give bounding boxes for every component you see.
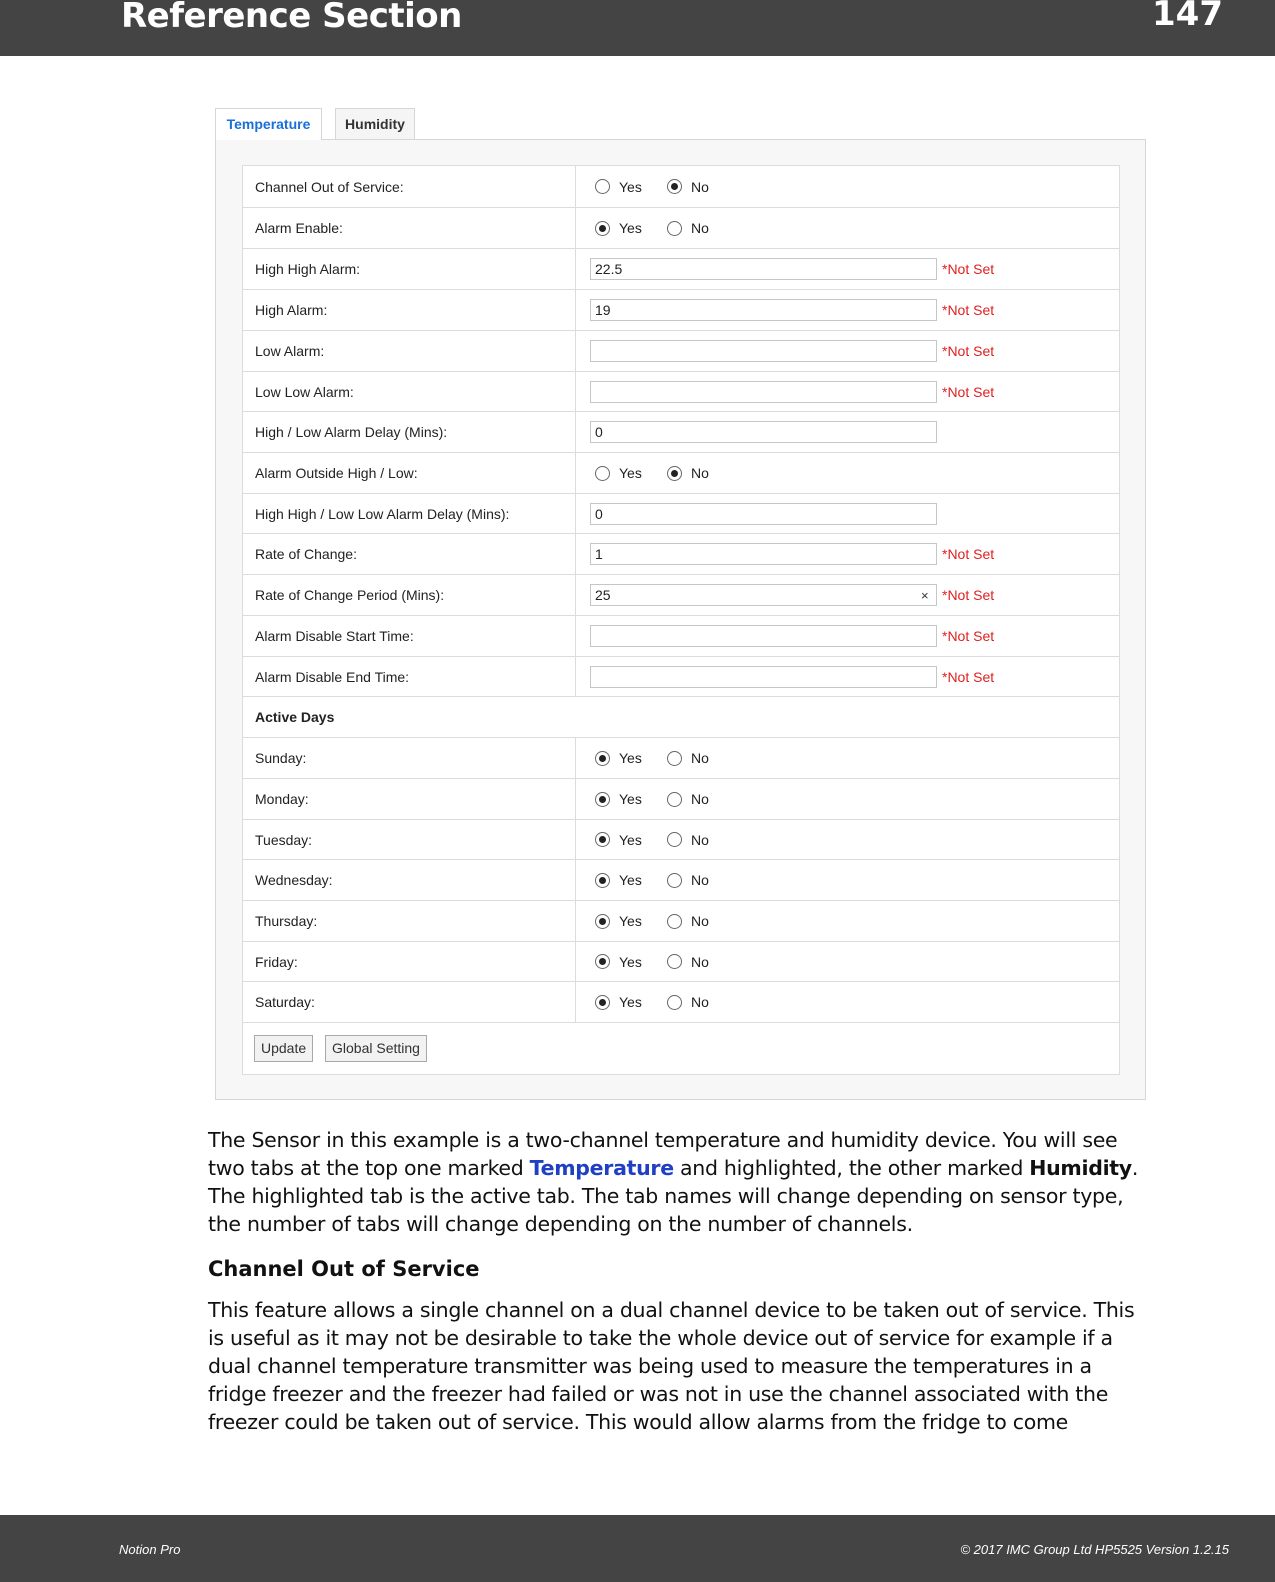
field-label: Friday: bbox=[243, 942, 576, 981]
radio-label: Yes bbox=[619, 872, 642, 888]
radio-no[interactable] bbox=[667, 220, 709, 236]
radio-yes[interactable] bbox=[595, 179, 642, 195]
field-label: High Alarm: bbox=[243, 290, 576, 330]
settings-screenshot bbox=[215, 108, 1146, 1100]
radio-yes[interactable] bbox=[595, 220, 642, 236]
radio-label: No bbox=[691, 220, 709, 236]
field-value bbox=[577, 290, 1119, 330]
radio-circle-selected[interactable] bbox=[667, 466, 682, 481]
field-label: Wednesday: bbox=[243, 860, 576, 900]
radio-circle-selected[interactable] bbox=[595, 832, 610, 847]
radio-label: No bbox=[691, 994, 709, 1010]
not-set-warning: *Not Set bbox=[942, 546, 995, 562]
field-value bbox=[577, 249, 1119, 289]
field-label: Rate of Change Period (Mins): bbox=[243, 575, 576, 615]
intro-text-b: and highlighted, the other marked bbox=[673, 1156, 1030, 1180]
global-setting-button[interactable]: Global Setting bbox=[325, 1035, 427, 1062]
row-channel-out-of-service bbox=[243, 166, 1119, 208]
not-set-warning: *Not Set bbox=[942, 628, 995, 644]
not-set-warning: *Not Set bbox=[942, 587, 995, 603]
low-low-alarm-input[interactable] bbox=[590, 381, 937, 403]
field-label: Monday: bbox=[243, 779, 576, 819]
radio-yes[interactable] bbox=[595, 465, 642, 481]
field-label: Alarm Outside High / Low: bbox=[243, 453, 576, 493]
row-active-days-heading bbox=[243, 697, 1119, 738]
radio-yes[interactable] bbox=[595, 750, 642, 766]
page-header-bar bbox=[0, 0, 1275, 56]
field-label: Alarm Enable: bbox=[243, 208, 576, 248]
row-high-high-alarm bbox=[243, 249, 1119, 290]
radio-no[interactable] bbox=[667, 465, 709, 481]
field-value bbox=[577, 575, 1119, 615]
field-label: High High / Low Low Alarm Delay (Mins): bbox=[243, 494, 576, 533]
not-set-warning: *Not Set bbox=[942, 302, 995, 318]
radio-label: No bbox=[691, 872, 709, 888]
field-value bbox=[577, 494, 1119, 533]
field-value bbox=[577, 860, 1119, 900]
radio-yes[interactable] bbox=[595, 832, 642, 848]
radio-label: Yes bbox=[619, 465, 642, 481]
high-alarm-input[interactable] bbox=[590, 299, 937, 321]
radio-circle-selected[interactable] bbox=[595, 995, 610, 1010]
radio-circle[interactable] bbox=[667, 995, 682, 1010]
row-day-sunday bbox=[243, 738, 1119, 779]
row-day-saturday bbox=[243, 982, 1119, 1023]
not-set-warning: *Not Set bbox=[942, 261, 995, 277]
radio-no[interactable] bbox=[667, 832, 709, 848]
not-set-warning: *Not Set bbox=[942, 343, 995, 359]
row-low-low-alarm bbox=[243, 372, 1119, 412]
radio-no[interactable] bbox=[667, 179, 709, 195]
radio-circle-selected[interactable] bbox=[595, 221, 610, 236]
not-set-warning: *Not Set bbox=[942, 668, 995, 685]
radio-circle-selected[interactable] bbox=[595, 914, 610, 929]
field-value bbox=[577, 779, 1119, 819]
radio-yes[interactable] bbox=[595, 791, 642, 807]
row-day-friday bbox=[243, 942, 1119, 982]
row-high-low-alarm-delay bbox=[243, 412, 1119, 453]
radio-no[interactable] bbox=[667, 750, 709, 766]
high-high-low-low-delay-input[interactable] bbox=[590, 503, 937, 525]
radio-circle-selected[interactable] bbox=[595, 792, 610, 807]
row-high-alarm bbox=[243, 290, 1119, 331]
page-number: 147 bbox=[1152, 0, 1223, 34]
row-rate-of-change-period bbox=[243, 575, 1119, 616]
high-high-alarm-input[interactable] bbox=[590, 258, 937, 280]
row-day-thursday bbox=[243, 901, 1119, 942]
channel-out-of-service-paragraph: This feature allows a single channel on a dual channel device to be taken out of service. This is useful as it may not be desirable to take the whole device out of service for example if a dual channel temperature transmitter was being used to measure the temperatures in a fridge freezer and the freezer had failed or was not in use the channel associated with the freezer could be taken out of service. This would allow alarms from the fridge to come bbox=[208, 1298, 1135, 1434]
row-rate-of-change bbox=[243, 534, 1119, 575]
radio-no[interactable] bbox=[667, 954, 709, 970]
active-days-heading: Active Days bbox=[255, 709, 335, 725]
field-label: Tuesday: bbox=[243, 820, 576, 859]
radio-circle-selected[interactable] bbox=[667, 179, 682, 194]
field-value bbox=[577, 453, 1119, 493]
row-low-alarm bbox=[243, 331, 1119, 372]
radio-no[interactable] bbox=[667, 913, 709, 929]
section-title: Reference Section bbox=[121, 0, 462, 36]
field-label: Low Alarm: bbox=[243, 331, 576, 371]
radio-no[interactable] bbox=[667, 994, 709, 1010]
field-label: Thursday: bbox=[243, 901, 576, 941]
high-low-alarm-delay-input[interactable] bbox=[590, 421, 937, 443]
radio-yes[interactable] bbox=[595, 913, 642, 929]
intro-text-a: The Sensor in this example is a two-channel temperature and humidity device. You will see two tabs at the top one marked bbox=[208, 1128, 1118, 1180]
field-label: Alarm Disable Start Time: bbox=[243, 616, 576, 656]
radio-label: No bbox=[691, 791, 709, 807]
radio-label: Yes bbox=[619, 791, 642, 807]
row-day-wednesday bbox=[243, 860, 1119, 901]
radio-circle-selected[interactable] bbox=[595, 873, 610, 888]
row-alarm-outside-high-low bbox=[243, 453, 1119, 494]
row-alarm-disable-start bbox=[243, 616, 1119, 657]
field-value bbox=[577, 331, 1119, 371]
radio-circle[interactable] bbox=[595, 466, 610, 481]
alarm-disable-start-input[interactable] bbox=[590, 625, 937, 647]
field-label: Rate of Change: bbox=[243, 534, 576, 574]
field-value bbox=[577, 208, 1119, 248]
row-alarm-enable bbox=[243, 208, 1119, 249]
radio-label: No bbox=[691, 750, 709, 766]
radio-label: Yes bbox=[619, 994, 642, 1010]
radio-label: Yes bbox=[619, 750, 642, 766]
radio-circle[interactable] bbox=[667, 751, 682, 766]
radio-circle-selected[interactable] bbox=[595, 751, 610, 766]
radio-circle[interactable] bbox=[595, 179, 610, 194]
temperature-term: Temperature bbox=[529, 1156, 674, 1180]
field-value bbox=[577, 412, 1119, 452]
field-value bbox=[577, 901, 1119, 941]
footer-product-name: Notion Pro bbox=[119, 1542, 181, 1557]
tab-panel bbox=[215, 139, 1146, 1100]
radio-label: Yes bbox=[619, 913, 642, 929]
row-high-high-low-low-delay bbox=[243, 494, 1119, 534]
intro-paragraph bbox=[208, 1126, 1148, 1238]
radio-circle[interactable] bbox=[667, 792, 682, 807]
field-label: Channel Out of Service: bbox=[243, 166, 576, 207]
radio-circle[interactable] bbox=[667, 954, 682, 969]
field-value bbox=[577, 657, 1119, 696]
row-buttons bbox=[243, 1023, 1119, 1074]
radio-no[interactable] bbox=[667, 872, 709, 888]
settings-form bbox=[242, 165, 1120, 1075]
radio-no[interactable] bbox=[667, 791, 709, 807]
update-button[interactable]: Update bbox=[254, 1035, 313, 1062]
field-label: High / Low Alarm Delay (Mins): bbox=[243, 412, 576, 452]
channel-out-of-service-heading: Channel Out of Service bbox=[208, 1257, 480, 1281]
field-value bbox=[577, 534, 1119, 574]
clear-input-icon[interactable]: × bbox=[921, 587, 929, 603]
field-label: Saturday: bbox=[243, 982, 576, 1022]
field-value bbox=[577, 166, 1119, 207]
field-value bbox=[577, 820, 1119, 859]
intro-text-c: . The highlighted tab is the active tab. The tab names will change depending on sensor type, the number of tabs will change depending on the number of channels. bbox=[208, 1156, 1139, 1236]
radio-circle[interactable] bbox=[667, 914, 682, 929]
field-label: High High Alarm: bbox=[243, 249, 576, 289]
field-label: Alarm Disable End Time: bbox=[243, 657, 576, 696]
radio-circle[interactable] bbox=[667, 873, 682, 888]
field-value bbox=[577, 372, 1119, 411]
field-value bbox=[577, 738, 1119, 778]
rate-of-change-period-input[interactable] bbox=[590, 584, 937, 606]
not-set-warning: *Not Set bbox=[942, 383, 995, 400]
field-value bbox=[577, 982, 1119, 1022]
field-value bbox=[577, 942, 1119, 981]
radio-label: No bbox=[691, 953, 709, 970]
radio-label: No bbox=[691, 178, 709, 195]
row-alarm-disable-end bbox=[243, 657, 1119, 697]
radio-label: No bbox=[691, 831, 709, 848]
radio-label: Yes bbox=[619, 178, 642, 195]
humidity-term: Humidity bbox=[1029, 1156, 1132, 1180]
radio-label: Yes bbox=[619, 953, 642, 970]
radio-circle[interactable] bbox=[667, 832, 682, 847]
field-value bbox=[577, 616, 1119, 656]
page-footer-bar bbox=[0, 1515, 1275, 1582]
row-day-monday bbox=[243, 779, 1119, 820]
radio-label: No bbox=[691, 913, 709, 929]
low-alarm-input[interactable] bbox=[590, 340, 937, 362]
rate-of-change-input[interactable] bbox=[590, 543, 937, 565]
radio-label: Yes bbox=[619, 220, 642, 236]
field-label: Low Low Alarm: bbox=[243, 372, 576, 411]
radio-yes[interactable] bbox=[595, 872, 642, 888]
footer-copyright: © 2017 IMC Group Ltd HP5525 Version 1.2.15 bbox=[960, 1542, 1229, 1557]
radio-label: Yes bbox=[619, 831, 642, 848]
field-label: Sunday: bbox=[243, 738, 576, 778]
radio-yes[interactable] bbox=[595, 954, 642, 970]
radio-circle-selected[interactable] bbox=[595, 954, 610, 969]
radio-label: No bbox=[691, 465, 709, 481]
radio-circle[interactable] bbox=[667, 221, 682, 236]
tab-humidity[interactable]: Humidity bbox=[335, 108, 415, 139]
alarm-disable-end-input[interactable] bbox=[590, 666, 937, 688]
row-day-tuesday bbox=[243, 820, 1119, 860]
radio-yes[interactable] bbox=[595, 994, 642, 1010]
tab-temperature[interactable]: Temperature bbox=[215, 108, 322, 140]
